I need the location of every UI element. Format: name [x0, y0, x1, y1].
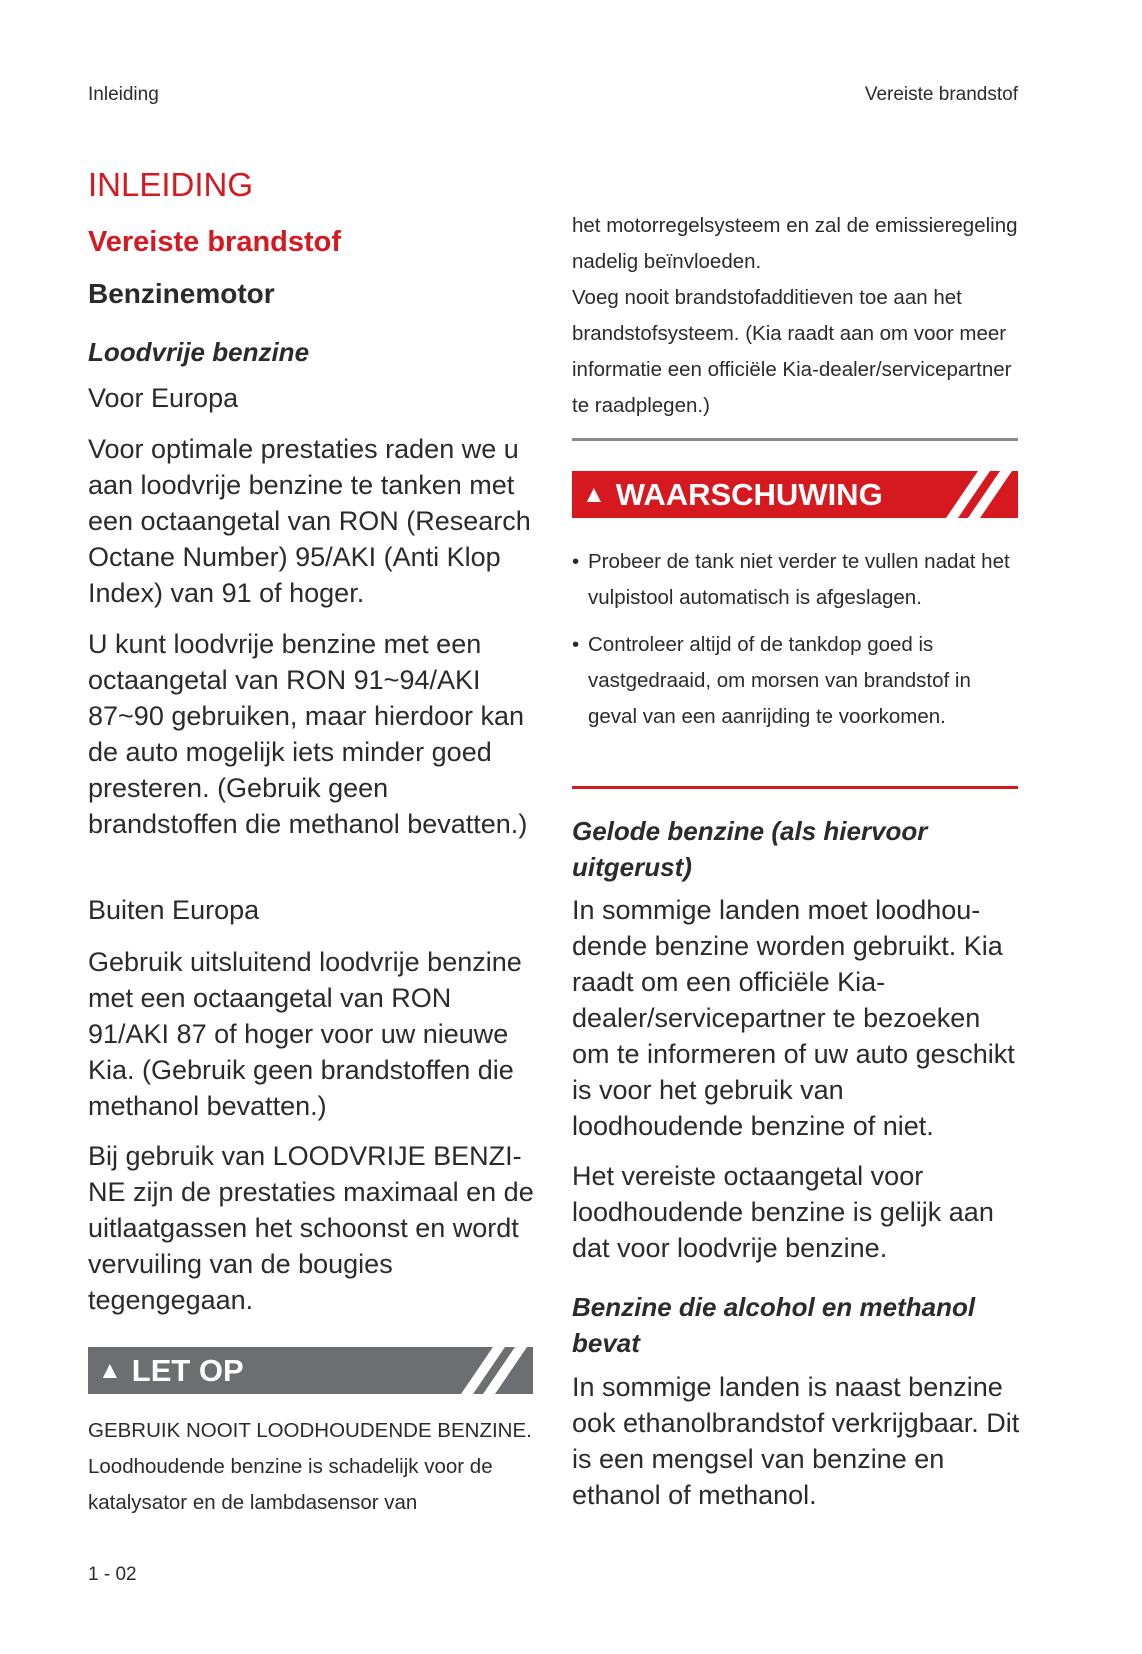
subheading-alcohol: Benzine die alcohol en methanol bevat: [572, 1292, 976, 1358]
warning-end-rule: [572, 786, 1018, 789]
paragraph: Het vereiste octaangetal voor loodhoudende benzine is gelijk aan dat voor loodvrije benzine.: [572, 1161, 994, 1263]
caution-title: LET OP: [131, 1352, 244, 1388]
paragraph: U kunt loodvrije benzine met een octaangetal van RON 91~94/AKI 87~90 gebruiken, maar hierdoor kan de auto mogelijk iets minder goed presteren. (Gebruik geen brandstoffen die methanol bevatten.): [88, 629, 528, 839]
subtitle: Vereiste brandstof: [88, 226, 342, 258]
stripes-icon: [938, 471, 1018, 518]
paragraph: Gebruik uitsluitend loodvrije benzine met een octaangetal van RON 91/AKI 87 of hoger voor uw nieuwe Kia. (Gebruik geen brandstoffen die methanol bevatten.): [88, 947, 522, 1121]
paragraph: Bij gebruik van LOODVRIJE BENZINE zijn de prestaties maximaal en de uitlaatgassen het schoonst en wordt vervuiling van de bougies tegengegaan.: [88, 1141, 534, 1315]
caution-end-rule: [572, 438, 1018, 441]
page-number: 1 - 02: [88, 1564, 137, 1585]
running-header-left: Inleiding: [88, 84, 159, 105]
warning-triangle-icon: ▲: [582, 480, 606, 508]
warning-item: • Controleer altijd of de tankdop goed is vastgedraaid, om morsen van brandstof in geval van een aanrijding te voorkomen.: [572, 627, 1018, 735]
paragraph: Voor optimale prestaties raden we u aan loodvrije benzine te tanken met een octaangetal van RON (Research Octane Number) 95/AKI (Anti Klop Index) van 91 of hoger.: [88, 434, 531, 608]
subheading-gelode: Gelode benzine (als hiervoor uitgerust): [572, 816, 928, 882]
section-title: INLEIDING: [88, 166, 254, 203]
warning-title: WAARSCHUWING: [615, 476, 883, 512]
caution-text: Loodhoudende benzine is schadelijk voor de katalysator en de lambdasensor van: [88, 1455, 493, 1514]
subheading-loodvrije: Loodvrije benzine: [88, 337, 310, 367]
label-buiten-europa: Buiten Europa: [88, 895, 260, 925]
warning-triangle-icon: ▲: [98, 1356, 122, 1384]
stripes-icon: [453, 1347, 533, 1394]
warning-item: • Probeer de tank niet verder te vullen nadat het vulpistool automatisch is afgeslagen.: [572, 544, 1018, 616]
label-voor-europa: Voor Europa: [88, 383, 239, 413]
caution-banner: [88, 1347, 533, 1394]
caution-text-cont: het motorregelsysteem en zal de emissieregeling nadelig beïnvloeden.: [572, 214, 1018, 273]
heading-benzinemotor: Benzinemotor: [88, 278, 275, 309]
warning-banner: [572, 471, 1018, 518]
caution-text-upper: GEBRUIK NOOIT LOODHOUDENDE BENZINE.: [88, 1419, 532, 1442]
caution-text-cont: Voeg nooit brandstofadditieven toe aan het brandstofsysteem. (Kia raadt aan om voor meer informatie een officiële Kia-dealer/servicepartner te raadplegen.): [572, 286, 1012, 417]
paragraph: In sommige landen moet loodhoudende benzine worden gebruikt. Kia raadt om een officiële Kia-dealer/servicepartner te bezoeken om te informeren of uw auto geschikt is voor het gebruik van loodhoudende benzine of niet.: [572, 895, 1015, 1141]
running-header-right: Vereiste brandstof: [864, 84, 1018, 105]
paragraph: In sommige landen is naast benzine ook ethanolbrandstof verkrijgbaar. Dit is een mengsel van benzine en ethanol of methanol.: [572, 1372, 1020, 1510]
